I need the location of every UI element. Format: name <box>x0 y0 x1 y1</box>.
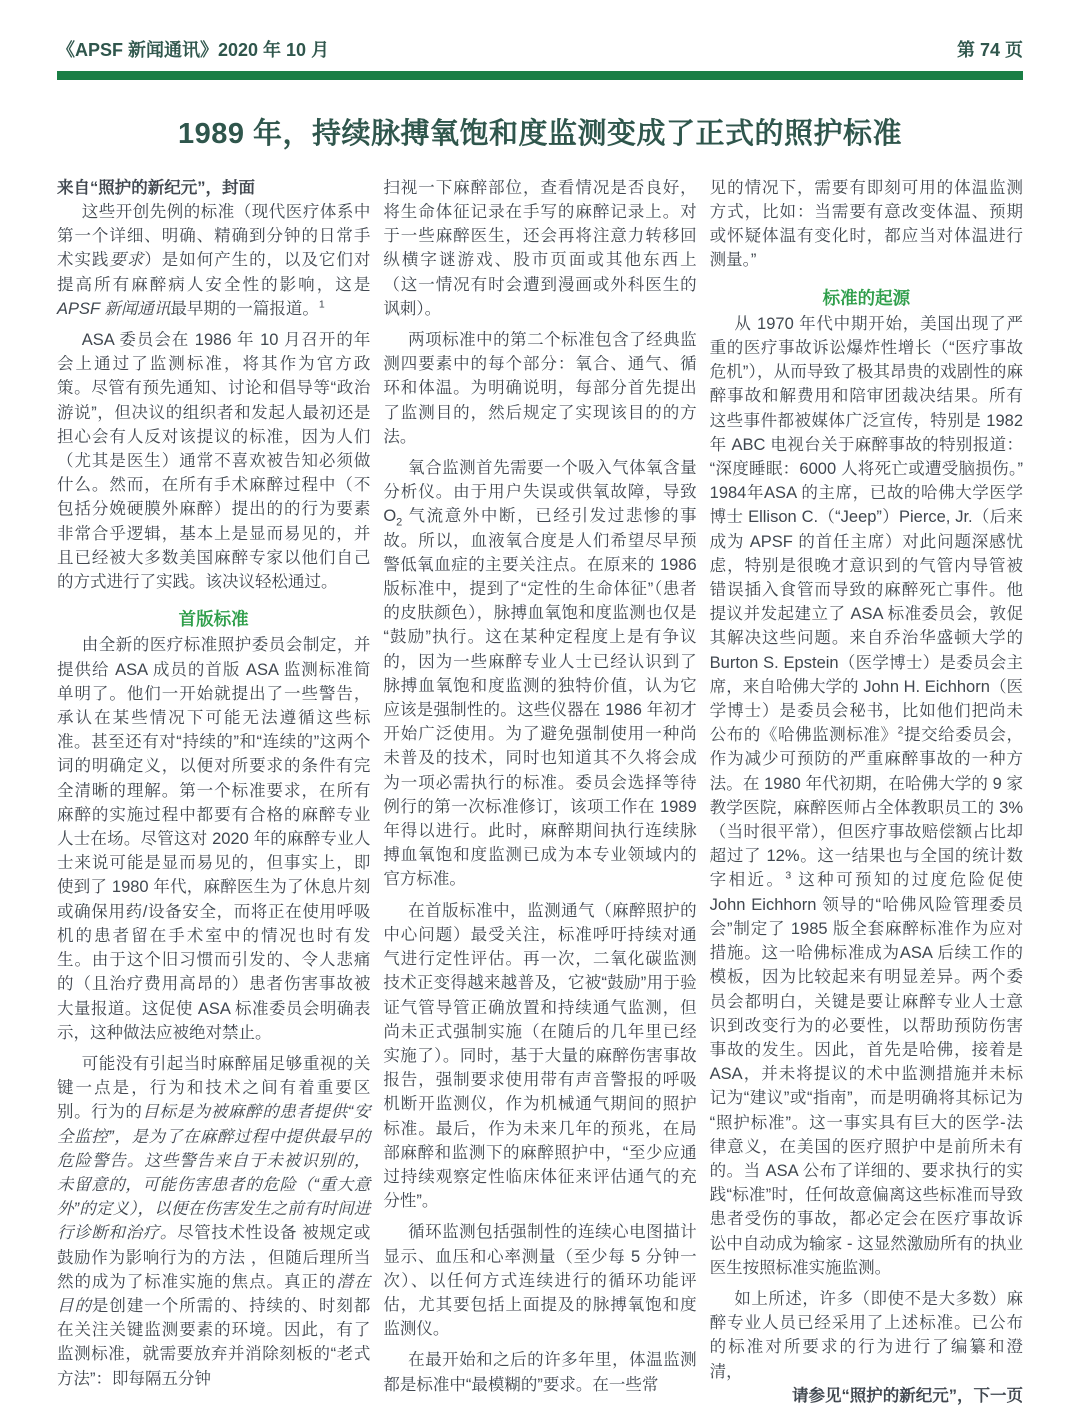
paragraph: 见的情况下，需要有即刻可用的体温监测方式，比如：当需要有意改变体温、预期或怀疑体温有变化时，都应当对体温进行测量。” <box>709 178 1023 270</box>
byline: 来自“照护的新纪元”，封面 <box>57 178 255 197</box>
paragraph: 这些开创先例的标准（现代医疗体系中第一个详细、明确、精确到分钟的日常手术实践要求）是如何产生的，以及它们对提高所有麻醉病人安全性的影响，这是 APSF 新闻通讯最早期的一篇报道。$^1$ <box>57 203 371 318</box>
page-header <box>57 36 1023 62</box>
section-heading: 首版标准 <box>178 609 249 630</box>
paragraph: 在首版标准中，监测通气（麻醉照护的中心问题）最受关注，标准呼吁持续对通气进行定性评估。再一次，二氧化碳监测技术正变得越来越普及，它被“鼓励”用于验证气管导管正确放置和持续通气监测，但尚未正式强制实施（在随后的几年里已经实施了）。同时，基于大量的麻醉伤害事故报告，强制要求使用带有声音警报的呼吸机断开监测仪，作为机械通气期间的照护标准。最后，作为未来几年的预兆，在局部麻醉和监测下的麻醉照护中，“至少应通过持续观察定性临床体征来评估通气的充分性”。 <box>383 901 697 1211</box>
column-2 <box>383 176 696 1408</box>
footnote-reference: 1 <box>318 298 325 311</box>
paragraph: 扫视一下麻醉部位，查看情况是否良好，将生命体征记录在手写的麻醉记录上。对于一些麻醉医生，还会再将注意力转移回纵横字谜游戏、股市页面或其他东西上（这一情况有时会遭到漫画或外科医生的讽刺）。 <box>383 178 697 318</box>
article-title: 1989 年，持续脉搏氧饱和度监测变成了正式的照护标准 <box>177 118 903 150</box>
header-divider-bar <box>57 71 1023 80</box>
paragraph: ASA 委员会在 1986 年 10 月召开的年会上通过了监测标准，将其作为官方政策。尽管有预先通知、讨论和倡导等“政治游说”，但决议的组织者和发起人最初还是担心会有人反对该提议的标准，因为人们（尤其是医生）通常不喜欢被告知必须做什么。然而，在所有手术麻醉过程中（不包括分娩硬膜外麻醉）提出的的行为要素非常合乎逻辑，基本上是显而易见的，并且已经被大多数美国麻醉专家以他们自己的方式进行了实践。该决议轻松通过。 <box>57 331 371 592</box>
paragraph: 从 1970 年代中期开始，美国出现了严重的医疗事故诉讼爆炸性增长（“医疗事故危机”），从而导致了极其昂贵的戏剧性的麻醉事故和解费用和陪审团裁决结果。所有这些事件都被媒体广泛宣传，特别是 1982 年 ABC 电视台关于麻醉事故的特别报道：“深度睡眠：6000 人将死亡或遭受脑损伤。”1984年ASA 的主席，已故的哈佛大学医学博士 Ellison C.（“Jeep”）Pierce, Jr.（后来成为 APSF 的首任主席）对此问题深感忧虑，特别是很晚才意识到的气管内导管被错误插入食管而导致的麻醉死亡事件。他提议并发起建立了 ASA 标准委员会，敦促其解决这些问题。来自乔治华盛顿大学的 Burton S. Epstein（医学博士）是委员会主席，来自哈佛大学的 John H. Eichhorn（医学博士）是委员会秘书，比如他们把尚未公布的《哈佛监测标准》$^2$提交给委员会，作为减少可预防的严重麻醉事故的一种方法。在 1980 年代初期，在哈佛大学的 9 家教学医院，麻醉医师占全体教职员工的 3%（当时很平常），但医疗事故赔偿额占比却超过了 12%。这一结果也与全国的统计数字相近。$^3$ 这种可预知的过度危险促使 John Eichhorn 领导的“哈佛风险管理委员会”制定了 1985 版全套麻醉标准作为应对措施。这一哈佛标准成为ASA 后续工作的模板，因为比较起来有明显差异。两个委员会都明白，关键是要让麻醉专业人士意识到改变行为的必要性，以帮助预防伤害事故的发生。因此，首先是哈佛，接着是 ASA，并未将提议的术中监测措施并未标记为“建议”或“指南”，而是明确将其标记为“照护标准”。这一事实具有巨大的医学-法律意义，在美国的医疗照护中是前所未有的。当 ASA 公布了详细的、要求执行的实践“标准”时，任何故意偏离这些标准而导致患者受伤的事故，都必定会在医疗事故诉讼中自动成为输家 - 这显然激励所有的执业医生按照标准实施监测。 <box>709 314 1024 1277</box>
header-page-number: 第 74 页 <box>956 40 1023 60</box>
footnote-reference: 3 <box>785 869 792 882</box>
paragraph: 在最开始和之后的许多年里，体温监测都是标准中“最模糊的”要求。在一些常 <box>383 1351 697 1394</box>
paragraph: 氧合监测首先需要一个吸入气体氧含量分析仪。由于用户失误或供氧故障，导致 $O_2$ 气流意外中断，已经引发过悲惨的事故。所以，血液氧合度是人们希望尽早预警低氧血症的主要关注点。在原来的 1986 版标准中，提到了“定性的生命体征”（患者的皮肤颜色），脉搏血氧饱和度监测也仅是“鼓励”执行。这在某种定程度上是有争议的，因为一些麻醉专业人士已经认识到了脉搏血氧饱和度监测的独特价值，认为它应该是强制性的。这些仪器在 1986 年初才开始广泛使用。为了避免强制使用一种尚未普及的技术，同时也知道其不久将会成为一项必需执行的标准。委员会选择等待例行的第一次标准修订，该项工作在 1989 年得以进行。此时，麻醉期间执行连续脉搏血氧饱和度监测已成为本专业领域内的官方标准。 <box>383 459 697 889</box>
column-1 <box>57 176 370 1408</box>
paragraph: 循环监测包括强制性的连续心电图描计显示、血压和心率测量（至少每 5 分钟一次）、以任何方式连续进行的循环功能评估，尤其要包括上面提及的脉搏氧饱和度监测仪。 <box>383 1223 697 1339</box>
header-issue: 《APSF 新闻通讯》2020 年 10 月 <box>57 40 330 60</box>
column-3 <box>710 176 1023 1408</box>
paragraph: 可能没有引起当时麻醉届足够重视的关键一点是，行为和技术之间有着重要区别。行为的目标是为被麻醉的患者提供“安全监控”，是为了在麻醉过程中提供最早的危险警告。这些警告来自于未被识别的，未留意的，可能伤害患者的危险（“重大意外”的定义），以便在伤害发生之前有时间进行诊断和治疗。尽管技术性设备 被规定或鼓励作为影响行为的方法 ，但随后理所当然的成为了标准实施的焦点。真正的潜在目的是创建一个所需的、持续的、时刻都在关注关键监测要素的环境。因此，有了监测标准，就需要放弃并消除刻板的“老式方法”：即每隔五分钟 <box>57 1054 371 1388</box>
paragraph: 由全新的医疗标准照护委员会制定，并提供给 ASA 成员的首版 ASA 监测标准简单明了。他们一开始就提出了一些警告，承认在某些情况下可能无法遵循这些标准。甚至还有对“持续的”和“连续的”这两个词的明确定义，以便对所要求的条件有完全清晰的理解。第一个标准要求，在所有麻醉的实施过程中都要有合格的麻醉专业人士在场。尽管这对 2020 年的麻醉专业人士来说可能是显而易见的，但事实上，即使到了 1980 年代，麻醉医生为了休息片刻或确保用药/设备安全，而将正在使用呼吸机的患者留在手术室中的情况也时有发生。由于这个旧习惯而引发的、令人悲痛的（且治疗费用高昂的）患者伤害事故被大量报道。这促使 ASA 标准委员会明确表示，这种做法应被绝对禁止。 <box>57 636 371 1042</box>
article-columns <box>57 176 1023 1408</box>
section-heading: 标准的起源 <box>822 287 911 308</box>
paragraph: 两项标准中的第二个标准包含了经典监测四要素中的每个部分：氧合、通气、循环和体温。为明确说明，每部分首先提出了监测目的，然后规定了实现该目的的方法。 <box>383 331 697 446</box>
footnote-reference: 2 <box>897 724 904 737</box>
continuation-note: 请参见“照护的新纪元”，下一页 <box>792 1386 1023 1405</box>
paragraph: 如上所述，许多（即使不是大多数）麻醉专业人员已经采用了上述标准。已公布的标准对所要求的行为进行了编纂和澄清， <box>709 1289 1023 1381</box>
